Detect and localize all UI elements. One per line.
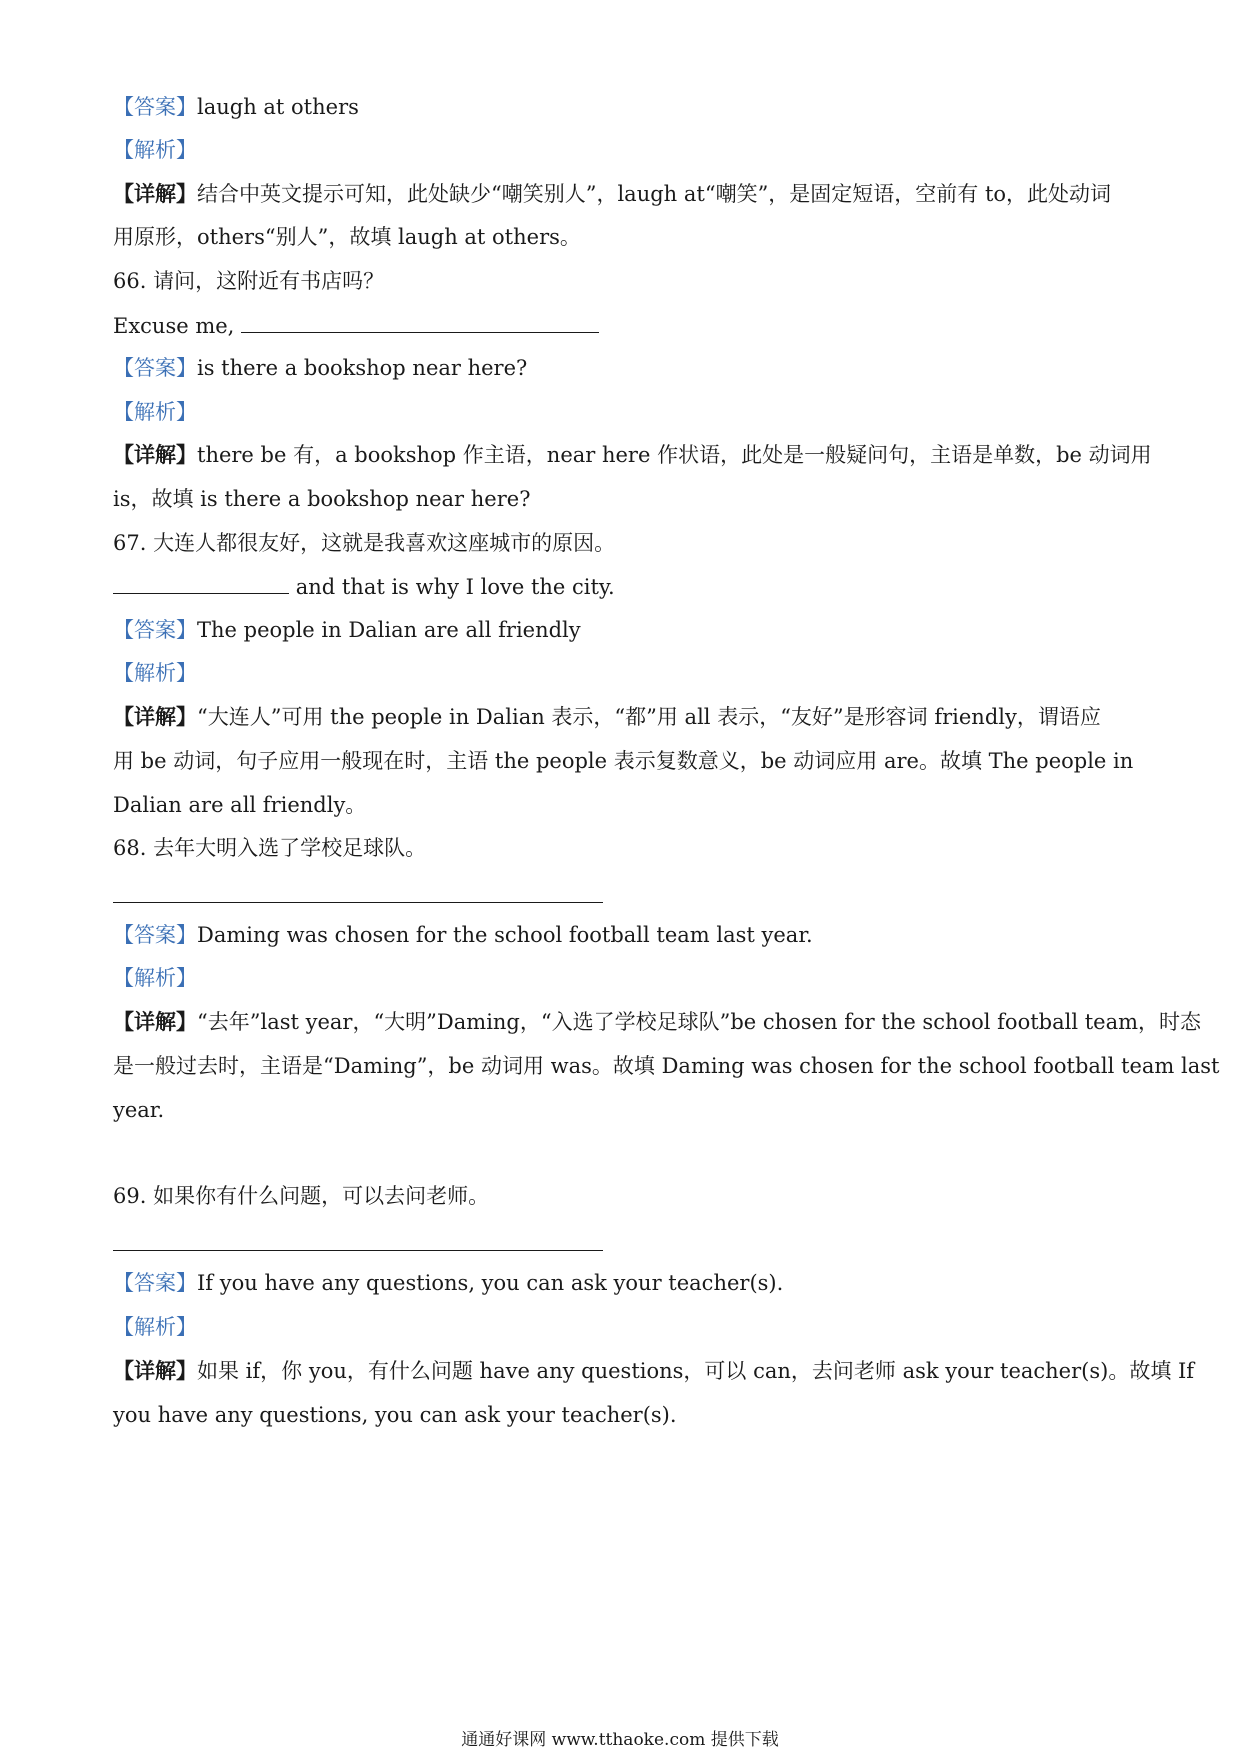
detail-label: 【详解】 (113, 1009, 197, 1034)
q69-answer: If you have any questions, you can ask your teacher(s). (197, 1271, 784, 1295)
q68-question: 68. 去年大明入选了学校足球队。 (113, 836, 427, 860)
q66-detail-line-2 (113, 484, 530, 514)
q68-detail-line-1 (113, 1007, 1201, 1037)
q65-answer: laugh at others (197, 95, 359, 119)
analysis-label: 【解析】 (113, 1315, 197, 1339)
q68-answer-blank[interactable] (113, 902, 603, 903)
q65-detail-line-1 (113, 179, 1111, 209)
q65-detail-2: 用原形，others“别人”，故填 laugh at others。 (113, 225, 581, 249)
q66-question: 66. 请问，这附近有书店吗？ (113, 269, 385, 293)
q67-detail-line-2 (113, 746, 1133, 776)
q69-analysis-line (113, 1312, 197, 1342)
q67-prompt: and that is why I love the city. (295, 575, 615, 599)
q65-analysis-line (113, 135, 197, 165)
q67-question: 67. 大连人都很友好，这就是我喜欢这座城市的原因。 (113, 531, 616, 555)
analysis-label: 【解析】 (113, 138, 197, 162)
q68-detail-line-3 (113, 1095, 164, 1125)
q69-detail-line-2 (113, 1400, 677, 1430)
q66-answer: is there a bookshop near here? (197, 356, 528, 380)
q66-prompt: Excuse me, (113, 314, 235, 338)
detail-label: 【详解】 (113, 181, 197, 206)
answer-label: 【答案】 (113, 356, 197, 380)
q66-detail-1: there be 有，a bookshop 作主语，near here 作状语，此处是一般疑问句，主语是单数，be 动词用 (197, 443, 1152, 467)
q67-detail-line-1 (113, 702, 1101, 732)
answer-label: 【答案】 (113, 618, 197, 642)
analysis-label: 【解析】 (113, 966, 197, 990)
detail-label: 【详解】 (113, 442, 197, 467)
answer-label: 【答案】 (113, 95, 197, 119)
detail-label: 【详解】 (113, 1358, 197, 1383)
q66-answer-line (113, 353, 527, 383)
detail-label: 【详解】 (113, 704, 197, 729)
analysis-label: 【解析】 (113, 661, 197, 685)
q67-answer: The people in Dalian are all friendly (197, 618, 581, 642)
q69-detail-line-1 (113, 1356, 1194, 1386)
q68-detail-1: “去年”last year，“大明”Daming，“入选了学校足球队”be chosen for the school football team，时态 (197, 1010, 1202, 1034)
q67-detail-3: Dalian are all friendly。 (113, 793, 367, 817)
q66-answer-blank[interactable] (241, 310, 599, 333)
q67-detail-1: “大连人”可用 the people in Dalian 表示，“都”用 all 表示，“友好”是形容词 friendly，谓语应 (197, 705, 1101, 729)
q68-analysis-line (113, 963, 197, 993)
q66-detail-2: is，故填 is there a bookshop near here? (113, 487, 531, 511)
q67-detail-2: 用 be 动词，句子应用一般现在时，主语 the people 表示复数意义，be 动词应用 are。故填 The people in (113, 749, 1134, 773)
q65-answer-line (113, 92, 359, 122)
q68-detail-2: 是一般过去时，主语是“Daming”，be 动词用 was。故填 Daming was chosen for the school football team last (113, 1054, 1220, 1078)
answer-label: 【答案】 (113, 923, 197, 947)
q68-detail-3: year. (113, 1098, 165, 1122)
q69-detail-1: 如果 if，你 you，有什么问题 have any questions，可以 can，去问老师 ask your teacher(s)。故填 If (197, 1359, 1195, 1383)
q67-prompt-line (113, 571, 615, 601)
q67-answer-blank[interactable] (113, 571, 289, 594)
q69-detail-2: you have any questions, you can ask your teacher(s). (113, 1403, 677, 1427)
q69-answer-blank[interactable] (113, 1250, 603, 1251)
q67-detail-line-3 (113, 790, 366, 820)
page-footer: 通通好课网 www.tthaoke.com 提供下载 (461, 1730, 779, 1750)
q66-detail-line-1 (113, 440, 1152, 470)
answer-label: 【答案】 (113, 1271, 197, 1295)
analysis-label: 【解析】 (113, 400, 197, 424)
q68-detail-line-2 (113, 1051, 1219, 1081)
q66-prompt-line (113, 310, 599, 340)
q65-detail-line-2 (113, 222, 581, 252)
q66-analysis-line (113, 397, 197, 427)
q68-answer-line (113, 920, 813, 950)
q69-answer-line (113, 1268, 783, 1298)
q65-detail-1: 结合中英文提示可知，此处缺少“嘲笑别人”，laugh at“嘲笑”，是固定短语，空前有 to，此处动词 (197, 182, 1112, 206)
q67-analysis-line (113, 658, 197, 688)
q68-answer: Daming was chosen for the school football team last year. (197, 923, 813, 947)
q67-answer-line (113, 615, 581, 645)
q69-question: 69. 如果你有什么问题，可以去问老师。 (113, 1184, 490, 1208)
